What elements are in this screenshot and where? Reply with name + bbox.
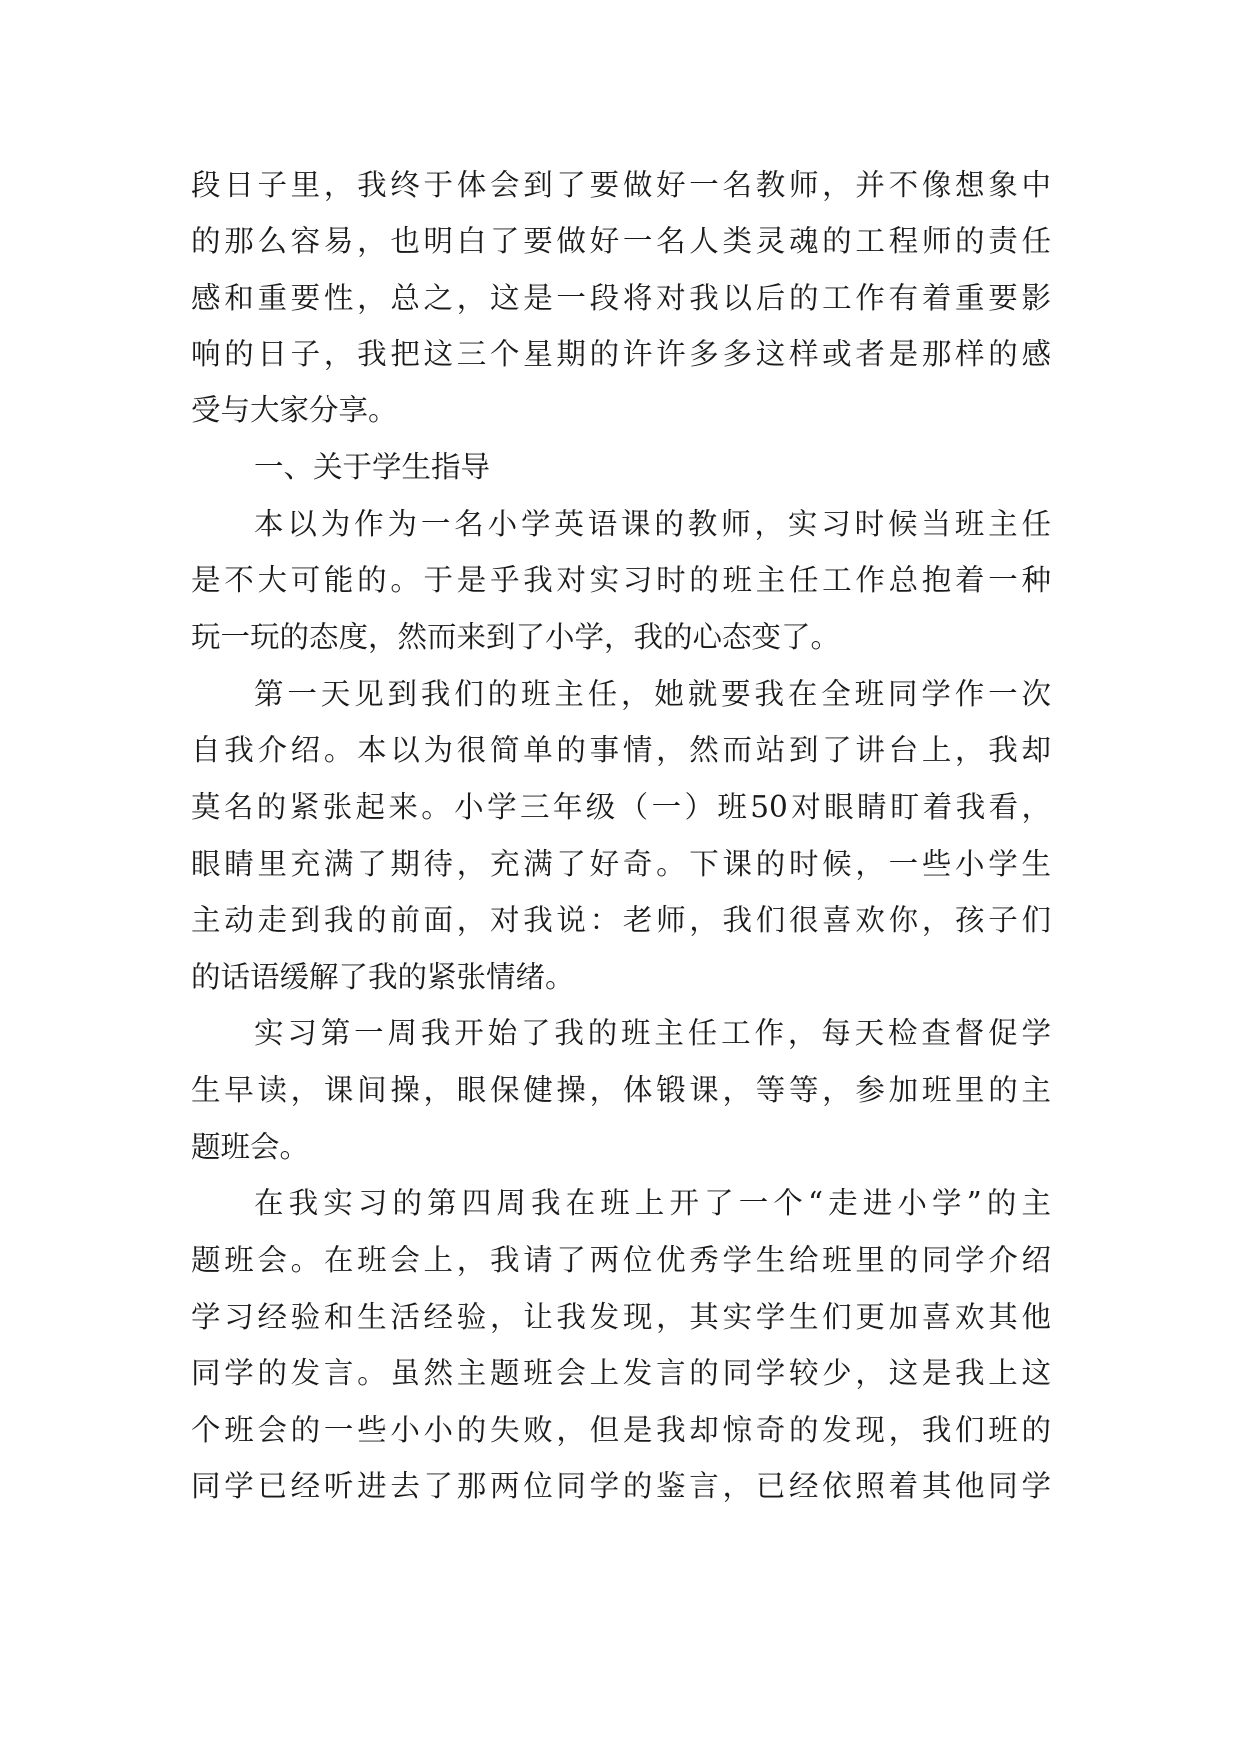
text-line: 本以为作为一名小学英语课的教师，实习时候当班主任 bbox=[254, 507, 1051, 541]
text-line: 第一天见到我们的班主任，她就要我在全班同学作一次 bbox=[254, 677, 1051, 711]
text-line: 段日子里，我终于体会到了要做好一名教师，并不像想象中 bbox=[191, 168, 1051, 202]
text-line: 是不大可能的。于是乎我对实习时的班主任工作总抱着一种 bbox=[191, 563, 1051, 597]
text-line: 自我介绍。本以为很简单的事情，然而站到了讲台上，我却 bbox=[191, 733, 1051, 767]
text-line: 生早读，课间操，眼保健操，体锻课，等等，参加班里的主 bbox=[191, 1073, 1051, 1107]
text-line: 主动走到我的前面，对我说：老师，我们很喜欢你，孩子们 bbox=[191, 903, 1051, 937]
text-line: 同学已经听进去了那两位同学的鉴言，已经依照着其他同学 bbox=[191, 1469, 1051, 1503]
text-line: 题班会。在班会上，我请了两位优秀学生给班里的同学介绍 bbox=[191, 1243, 1051, 1277]
text-line: 在我实习的第四周我在班上开了一个“走进小学”的主 bbox=[254, 1186, 1051, 1220]
section-heading: 一、关于学生指导 bbox=[254, 450, 491, 484]
text-line: 感和重要性，总之，这是一段将对我以后的工作有着重要影 bbox=[191, 281, 1051, 315]
text-line: 实习第一周我开始了我的班主任工作，每天检查督促学 bbox=[254, 1016, 1051, 1050]
text-line: 题班会。 bbox=[191, 1130, 310, 1164]
text-line: 的话语缓解了我的紧张情绪。 bbox=[191, 960, 575, 994]
text-line: 响的日子，我把这三个星期的许许多多这样或者是那样的感 bbox=[191, 337, 1051, 371]
text-line: 学习经验和生活经验，让我发现，其实学生们更加喜欢其他 bbox=[191, 1300, 1051, 1334]
text-line: 个班会的一些小小的失败，但是我却惊奇的发现，我们班的 bbox=[191, 1413, 1051, 1447]
text-line: 玩一玩的态度，然而来到了小学，我的心态变了。 bbox=[191, 620, 841, 654]
text-line: 的那么容易，也明白了要做好一名人类灵魂的工程师的责任 bbox=[191, 224, 1051, 258]
text-line: 同学的发言。虽然主题班会上发言的同学较少，这是我上这 bbox=[191, 1356, 1051, 1390]
text-line: 受与大家分享。 bbox=[191, 393, 398, 427]
text-line: 眼睛里充满了期待，充满了好奇。下课的时候，一些小学生 bbox=[191, 847, 1051, 881]
text-line: 莫名的紧张起来。小学三年级（一）班50对眼睛盯着我看， bbox=[191, 790, 1051, 824]
